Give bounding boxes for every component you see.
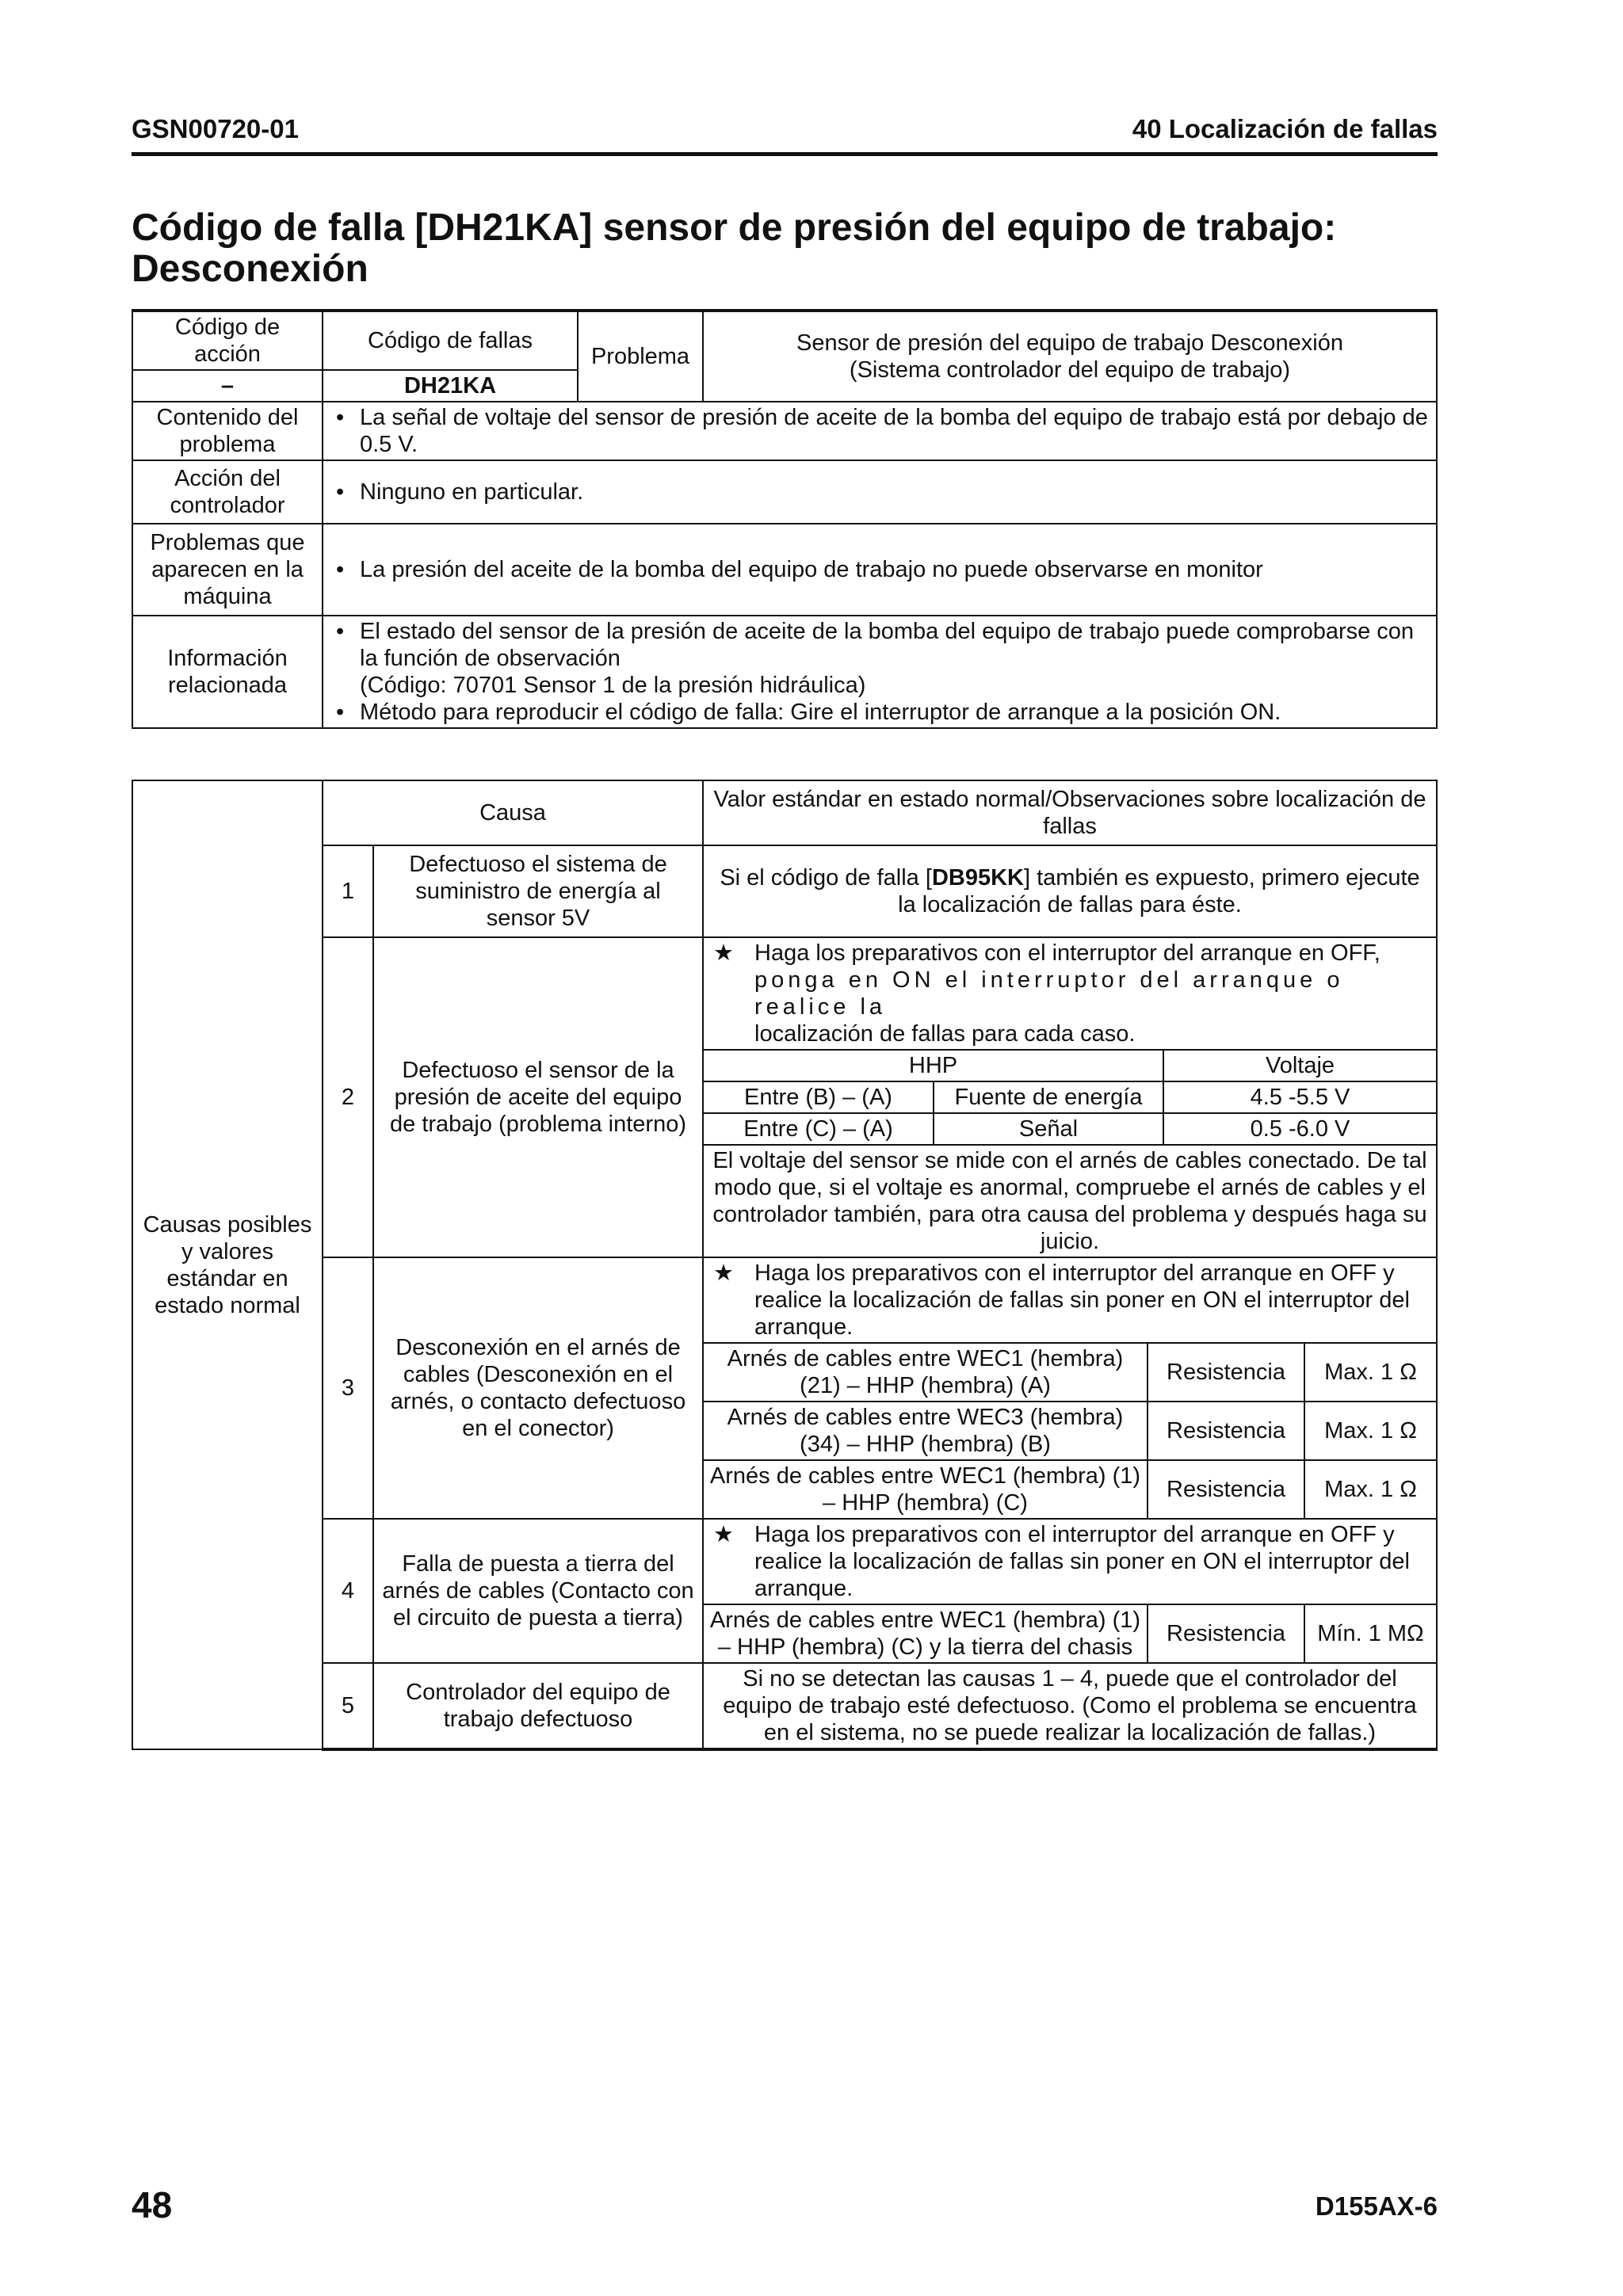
- star-icon: ★: [713, 1261, 734, 1286]
- section-title: 40 Localización de fallas: [1132, 114, 1438, 143]
- action-code-value: –: [132, 370, 323, 402]
- measure-type: Resistencia: [1148, 1460, 1304, 1518]
- cause-description: Desconexión en el arnés de cables (Desconexión en el arnés, o contacto defectuoso en el conector): [373, 1257, 703, 1519]
- measure-type: Señal: [934, 1113, 1163, 1145]
- cause-standard: [703, 1257, 1437, 1519]
- table-row: [704, 1460, 1436, 1518]
- measure-point: Entre (B) – (A): [704, 1081, 934, 1113]
- table-row: [704, 1081, 1436, 1113]
- row-value-related-info: [323, 616, 1437, 728]
- prep-text: Haga los preparativos con el interruptor del arranque en OFF y realice la localización de fallas sin poner en ON el interruptor del arranque.: [754, 1522, 1410, 1601]
- table-row: [704, 1343, 1436, 1402]
- value-header: Valor estándar en estado normal/Observaciones sobre localización de fallas: [703, 780, 1437, 845]
- cause-header: Causa: [323, 780, 703, 845]
- causes-table: [132, 780, 1438, 1751]
- harness-description: Arnés de cables entre WEC1 (hembra) (21) – HHP (hembra) (A): [704, 1343, 1148, 1402]
- measure-type: Resistencia: [1148, 1604, 1304, 1662]
- page-number: 48: [132, 2184, 173, 2225]
- measure-value: Mín. 1 MΩ: [1304, 1604, 1436, 1662]
- row-label-controller-action: Acción del controlador: [132, 460, 323, 524]
- voltage-table: [704, 938, 1436, 1257]
- table-row: [704, 1113, 1436, 1145]
- prep-note: [704, 1520, 1436, 1604]
- cause-number: 5: [323, 1663, 373, 1749]
- fault-code-label: Código de fallas: [323, 311, 578, 370]
- measure-type: Resistencia: [1148, 1343, 1304, 1402]
- fault-info-table: [132, 309, 1438, 729]
- harness-description: Arnés de cables entre WEC1 (hembra) (1) – HHP (hembra) (C): [704, 1460, 1148, 1518]
- related-fault-code: DB95KK: [931, 865, 1024, 891]
- prep-note: [704, 938, 1436, 1050]
- list-item: [360, 618, 1430, 699]
- prep-text: Haga los preparativos con el interruptor del arranque en OFF y realice la localización de fallas sin poner en ON el interruptor del arranque.: [754, 1261, 1410, 1340]
- cause-standard: [703, 1519, 1437, 1663]
- model-code: D155AX-6: [1315, 2191, 1438, 2221]
- related-item-1b: (Código: 70701 Sensor 1 de la presión hidráulica): [360, 673, 866, 698]
- list-item: • Ninguno en particular.: [360, 479, 1430, 505]
- cause-number: 3: [323, 1257, 373, 1519]
- measure-value: 4.5 -5.5 V: [1163, 1081, 1436, 1113]
- problem-value-line-2: (Sistema controlador del equipo de trabajo): [849, 357, 1291, 383]
- cause-description: Controlador del equipo de trabajo defectuoso: [373, 1663, 703, 1749]
- row-value-machine-problems: [323, 524, 1437, 616]
- table-row: [704, 1604, 1436, 1662]
- measure-value: Max. 1 Ω: [1304, 1343, 1436, 1402]
- measure-type: Fuente de energía: [934, 1081, 1163, 1113]
- measure-value: Max. 1 Ω: [1304, 1460, 1436, 1518]
- page-header: [132, 109, 1438, 156]
- row-value-problem-content: [323, 402, 1437, 460]
- cause-standard: [703, 937, 1437, 1257]
- measure-point: Entre (C) – (A): [704, 1113, 934, 1145]
- text-pre: Si el código de falla [: [720, 865, 932, 891]
- row-value-controller-action: [323, 460, 1437, 524]
- table-row: [704, 1402, 1436, 1460]
- cause-number: 1: [323, 845, 373, 937]
- cause-number: 2: [323, 937, 373, 1257]
- row-label-machine-problems: Problemas que aparecen en la máquina: [132, 524, 323, 616]
- causes-side-label: Causas posibles y valores estándar en estado normal: [132, 780, 323, 1749]
- resistance-table: [704, 1258, 1436, 1518]
- cause-description: Defectuoso el sistema de suministro de energía al sensor 5V: [373, 845, 703, 937]
- list-item: • Método para reproducir el código de falla: Gire el interruptor de arranque a la posición ON.: [360, 699, 1430, 726]
- problem-label: Problema: [578, 311, 703, 402]
- measure-value: 0.5 -6.0 V: [1163, 1113, 1436, 1145]
- prep-line-3: localización de fallas para cada caso.: [754, 1021, 1136, 1047]
- list-item: • La señal de voltaje del sensor de presión de aceite de la bomba del equipo de trabajo está por debajo de 0.5 V.: [360, 404, 1430, 458]
- ground-table: [704, 1520, 1436, 1662]
- prep-note: [704, 1258, 1436, 1343]
- star-icon: ★: [713, 1522, 734, 1547]
- action-code-label: Código de acción: [132, 311, 323, 370]
- cause-number: 4: [323, 1519, 373, 1663]
- measure-type: Resistencia: [1148, 1402, 1304, 1460]
- star-icon: ★: [713, 940, 734, 966]
- measure-value: Max. 1 Ω: [1304, 1402, 1436, 1460]
- cause-description: Falla de puesta a tierra del arnés de cables (Contacto con el circuito de puesta a tierra): [373, 1519, 703, 1663]
- text-post: ] también es expuesto, primero ejecute la localización de fallas para éste.: [898, 865, 1420, 917]
- cause-standard: [703, 845, 1437, 937]
- cause-standard: Si no se detectan las causas 1 – 4, puede que el controlador del equipo de trabajo esté defectuoso. (Como el problema se encuentra en el sistema, no se puede realizar la localización de fallas.): [703, 1663, 1437, 1749]
- problem-value-line-1: Sensor de presión del equipo de trabajo Desconexión: [796, 330, 1344, 356]
- page-title: Código de falla [DH21KA] sensor de presión del equipo de trabajo: Desconexión: [132, 207, 1337, 290]
- voltage-header: Voltaje: [1163, 1050, 1436, 1081]
- measurement-note: El voltaje del sensor se mide con el arnés de cables conectado. De tal modo que, si el voltaje es anormal, compruebe el arnés de cables y el controlador también, para otra causa del problema y después haga su juicio.: [704, 1145, 1436, 1257]
- hhp-header: HHP: [704, 1050, 1163, 1081]
- cause-description: Defectuoso el sensor de la presión de aceite del equipo de trabajo (problema interno): [373, 937, 703, 1257]
- problem-value: [703, 311, 1437, 402]
- fault-code-value: DH21KA: [323, 370, 578, 402]
- list-item: • La presión del aceite de la bomba del equipo de trabajo no puede observarse en monitor: [360, 556, 1430, 583]
- prep-line-1: Haga los preparativos con el interruptor del arranque en OFF,: [754, 940, 1381, 966]
- doc-code: GSN00720-01: [132, 114, 299, 143]
- row-label-problem-content: Contenido del problema: [132, 402, 323, 460]
- prep-line-2: ponga en ON el interruptor del arranque o realice la: [754, 967, 1344, 1020]
- row-label-related-info: Información relacionada: [132, 616, 323, 728]
- harness-description: Arnés de cables entre WEC3 (hembra) (34) – HHP (hembra) (B): [704, 1402, 1148, 1460]
- harness-description: Arnés de cables entre WEC1 (hembra) (1) – HHP (hembra) (C) y la tierra del chasis: [704, 1604, 1148, 1662]
- related-item-1a: • El estado del sensor de la presión de aceite de la bomba del equipo de trabajo puede comprobarse con la función de observación: [360, 619, 1415, 671]
